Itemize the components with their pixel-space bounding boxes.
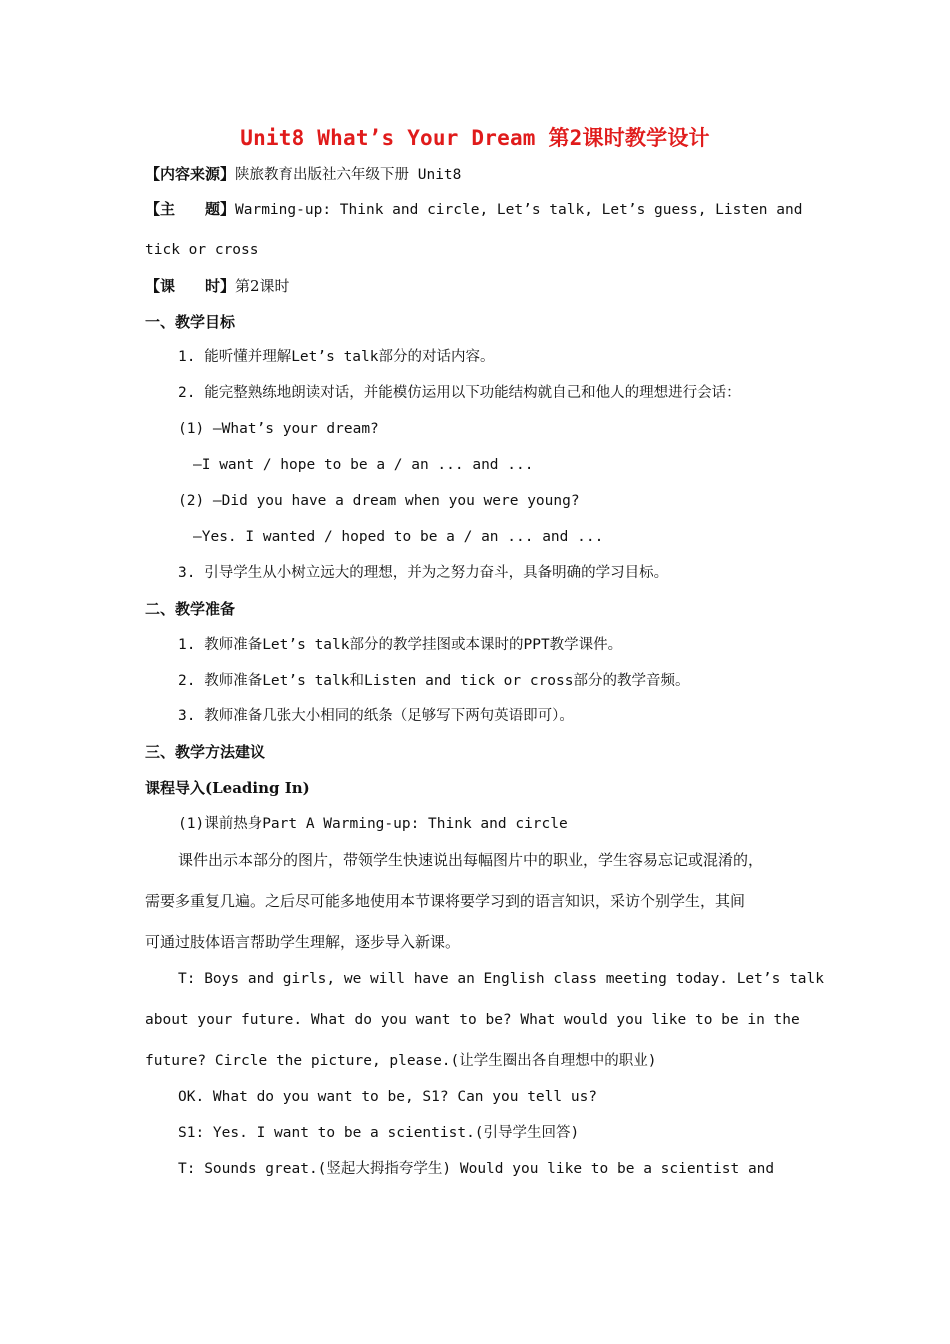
dialogue-1-answer: —I want / hope to be a / an ... and ... bbox=[193, 457, 534, 473]
section-heading-goals: 一、教学目标 bbox=[145, 313, 236, 331]
dialogue-line: OK. What do you want to be, S1? Can you tell us? bbox=[178, 1089, 598, 1105]
goal-item-1: 1. 能听懂并理解Let’s talk部分的对话内容。 bbox=[178, 349, 495, 365]
paragraph-line: 课件出示本部分的图片，带领学生快速说出每幅图片中的职业，学生容易忘记或混淆的， bbox=[178, 851, 764, 869]
period-line bbox=[145, 276, 290, 296]
dialogue-1-question: (1) —What’s your dream? bbox=[178, 421, 379, 437]
prep-item-2: 2. 教师准备Let’s talk和Listen and tick or cross部分的教学音频。 bbox=[178, 673, 690, 689]
topic-label: 【主 题】 bbox=[145, 200, 236, 218]
step-warming-up: (1)课前热身Part A Warming-up: Think and circle bbox=[178, 816, 568, 832]
dialogue-line: T: Sounds great.(竖起大拇指夸学生) Would you like to be a scientist and bbox=[178, 1161, 775, 1177]
source-label: 【内容来源】 bbox=[145, 165, 236, 183]
topic-line bbox=[145, 199, 802, 220]
source-line bbox=[145, 164, 461, 185]
topic-value-continued: tick or cross bbox=[145, 242, 259, 258]
sub-heading-leading-in: 课程导入(Leading In) bbox=[145, 779, 310, 797]
section-heading-methods: 三、教学方法建议 bbox=[145, 743, 266, 761]
dialogue-line: about your future. What do you want to be? What would you like to be in the bbox=[145, 1012, 800, 1028]
period-value: 第2课时 bbox=[235, 277, 290, 295]
goal-item-3: 3. 引导学生从小树立远大的理想，并为之努力奋斗，具备明确的学习目标。 bbox=[178, 565, 669, 581]
prep-item-1: 1. 教师准备Let’s talk部分的教学挂图或本课时的PPT教学课件。 bbox=[178, 637, 623, 653]
prep-item-3: 3. 教师准备几张大小相同的纸条（足够写下两句英语即可）。 bbox=[178, 708, 574, 724]
dialogue-line: S1: Yes. I want to be a scientist.(引导学生回答) bbox=[178, 1125, 580, 1141]
topic-value: Warming-up: Think and circle, Let’s talk, Let’s guess, Listen and bbox=[235, 202, 803, 218]
dialogue-line: future? Circle the picture, please.(让学生圈出各自理想中的职业) bbox=[145, 1053, 657, 1069]
paragraph-line: 需要多重复几遍。之后尽可能多地使用本节课将要学习到的语言知识，采访个别学生，其间 bbox=[145, 892, 746, 910]
dialogue-2-answer: —Yes. I wanted / hoped to be a / an ... and ... bbox=[193, 529, 604, 545]
paragraph-line: 可通过肢体语言帮助学生理解，逐步导入新课。 bbox=[145, 933, 461, 951]
goal-item-2: 2. 能完整熟练地朗读对话，并能模仿运用以下功能结构就自己和他人的理想进行会话： bbox=[178, 385, 741, 401]
document-title: Unit8 What’s Your Dream 第2课时教学设计 bbox=[240, 126, 710, 150]
section-heading-preparation: 二、教学准备 bbox=[145, 600, 236, 618]
source-value: 陕旅教育出版社六年级下册 Unit8 bbox=[235, 167, 462, 183]
period-label: 【课 时】 bbox=[145, 277, 236, 295]
dialogue-line: T: Boys and girls, we will have an English class meeting today. Let’s talk bbox=[178, 971, 825, 987]
dialogue-2-question: (2) —Did you have a dream when you were young? bbox=[178, 493, 580, 509]
